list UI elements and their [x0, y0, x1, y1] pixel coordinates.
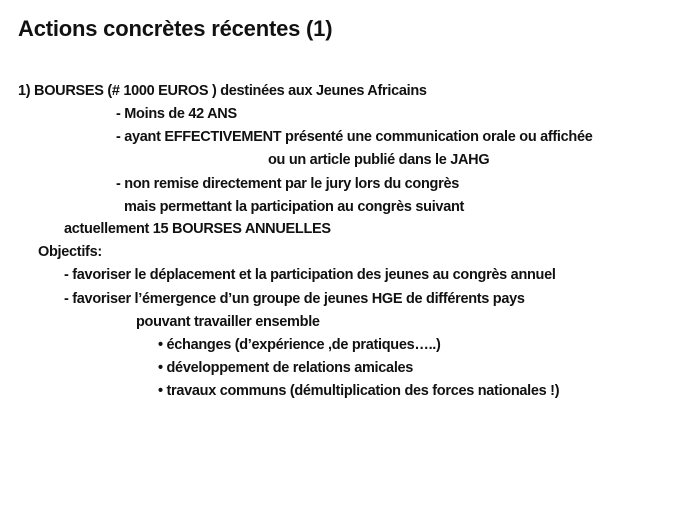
criterion-communication-cont: ou un article publié dans le JAHG [268, 152, 490, 168]
bullet-relations: • développement de relations amicales [158, 360, 414, 376]
bullet-joint-work: • travaux communs (démultiplication des forces nationales !) [158, 383, 560, 399]
objective-group: - favoriser l’émergence d’un groupe de jeunes HGE de différents pays [64, 291, 525, 307]
criterion-jury-cont: mais permettant la participation au congrès suivant [124, 199, 465, 215]
annual-count: actuellement 15 BOURSES ANNUELLES [64, 221, 331, 237]
objective-group-cont: pouvant travailler ensemble [136, 314, 320, 330]
slide-title: Actions concrètes récentes (1) [18, 16, 333, 41]
criterion-age: - Moins de 42 ANS [116, 106, 237, 122]
objective-travel: - favoriser le déplacement et la participation des jeunes au congrès annuel [64, 267, 556, 283]
bourses-heading: 1) BOURSES (# 1000 EUROS ) destinées aux Jeunes Africains [18, 83, 427, 99]
criterion-communication: - ayant EFFECTIVEMENT présenté une communication orale ou affichée [116, 129, 593, 145]
bullet-exchanges: • échanges (d’expérience ,de pratiques…..) [158, 337, 441, 353]
objectives-heading: Objectifs: [38, 244, 102, 260]
criterion-jury: - non remise directement par le jury lors du congrès [116, 176, 459, 192]
